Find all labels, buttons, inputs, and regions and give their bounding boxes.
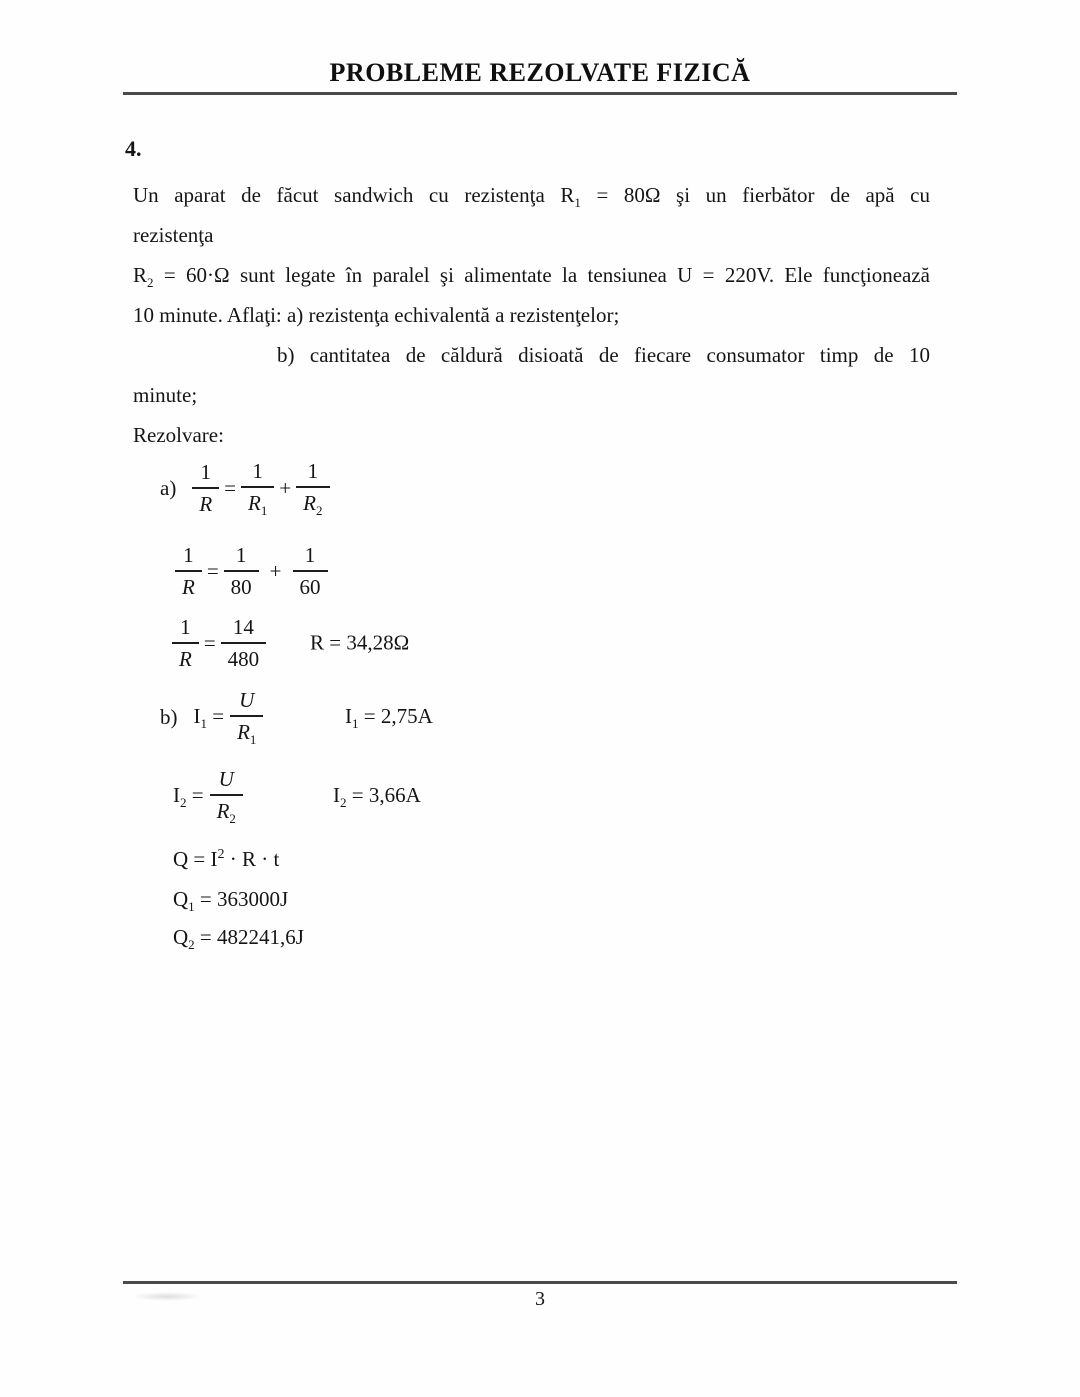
equation-row-b xyxy=(160,688,930,746)
equals-sign: = xyxy=(212,704,225,728)
variable: I xyxy=(173,783,180,807)
variable: I xyxy=(333,783,340,807)
solution-label: Rezolvare: xyxy=(133,423,224,447)
plus-sign: + xyxy=(269,558,282,583)
fraction-denominator: R xyxy=(175,570,202,599)
equals-sign: = xyxy=(203,630,216,655)
fraction-numerator: U xyxy=(218,767,234,791)
page-number: 3 xyxy=(535,1288,545,1310)
variable: I xyxy=(345,704,352,728)
result-value: = 482241,6J xyxy=(194,925,304,949)
variable: Q xyxy=(173,887,189,911)
result-q2 xyxy=(173,923,304,951)
formula-pre: Q = I xyxy=(173,847,218,871)
statement-line-b: b) cantitatea de căldură disioată de fiecare consumator timp de 10 xyxy=(277,343,930,367)
statement-text: Un aparat de făcut sandwich cu rezistenţa R xyxy=(133,183,575,207)
fraction xyxy=(296,459,329,517)
fraction-numerator: 1 xyxy=(307,459,319,483)
equals-sign: = xyxy=(206,558,219,583)
statement-line xyxy=(133,255,930,295)
statement-text: R xyxy=(133,263,148,287)
equation-lhs xyxy=(173,783,204,809)
fraction xyxy=(224,543,259,599)
fraction-numerator: 1 xyxy=(183,543,194,567)
formula-post: · R · t xyxy=(224,847,280,871)
result-r-equivalent: R = 34,28Ω xyxy=(310,630,410,655)
subscript: 1 xyxy=(260,503,268,518)
fraction xyxy=(293,543,328,599)
subscript: 2 xyxy=(188,937,195,952)
subscript: 2 xyxy=(340,795,347,810)
equation-lhs xyxy=(194,704,225,730)
statement-line: 10 minute. Aflaţi: a) rezistenţa echivalentă a rezistenţelor; xyxy=(133,303,620,327)
problem-number: 4. xyxy=(125,136,142,161)
equation-label: b) xyxy=(160,704,178,729)
subscript: 2 xyxy=(147,275,154,290)
result-value: = 363000J xyxy=(194,887,289,911)
equation-row-i2 xyxy=(173,767,930,825)
superscript: 2 xyxy=(217,847,225,862)
subscript: 1 xyxy=(574,195,581,210)
subscript: 2 xyxy=(180,795,187,810)
statement-line: rezistenţa xyxy=(133,223,214,247)
fraction xyxy=(230,688,263,746)
fraction-denominator: R xyxy=(172,642,199,671)
fraction-denominator: 80 xyxy=(224,570,259,599)
page-header xyxy=(0,0,1080,95)
plus-sign: + xyxy=(279,475,292,500)
statement-line: minute; xyxy=(133,383,198,407)
variable: R xyxy=(216,799,230,823)
variable: R xyxy=(237,720,250,744)
equals-sign: = xyxy=(191,783,204,807)
fraction-numerator: 1 xyxy=(252,459,263,483)
subscript: 2 xyxy=(316,503,323,518)
statement-text: = 60·Ω sunt legate în paralel şi alimentate la tensiunea U = 220V. Ele funcţionează xyxy=(153,263,930,287)
fraction-denominator: R xyxy=(192,487,219,516)
formula-text xyxy=(173,845,279,873)
problem-body xyxy=(133,175,930,951)
page-title: PROBLEME REZOLVATE FIZICĂ xyxy=(329,58,751,87)
fraction-denominator xyxy=(241,486,274,517)
equation-row-q2 xyxy=(173,923,930,951)
variable: Q xyxy=(173,925,189,949)
equals-sign: = xyxy=(224,475,236,500)
result-i2 xyxy=(333,783,421,809)
variable: R xyxy=(303,491,316,515)
fraction xyxy=(172,615,199,671)
fraction xyxy=(241,459,274,517)
fraction xyxy=(175,543,202,599)
fraction-numerator: 1 xyxy=(304,543,316,567)
equation-row-a xyxy=(160,459,930,517)
equation-row-numeric xyxy=(175,543,930,599)
fraction-numerator: 1 xyxy=(200,460,211,484)
fraction xyxy=(192,460,219,516)
fraction xyxy=(210,767,243,825)
subscript: 2 xyxy=(229,811,236,826)
subscript: 1 xyxy=(249,732,257,747)
fraction-denominator xyxy=(230,715,263,746)
fraction-denominator xyxy=(210,794,243,825)
equation-label: a) xyxy=(160,475,177,500)
result-i1 xyxy=(345,704,433,730)
fraction xyxy=(221,615,267,671)
fraction-numerator: 1 xyxy=(235,543,247,567)
variable: I xyxy=(193,704,201,728)
fraction-numerator: U xyxy=(239,688,255,712)
result-value: = 2,75A xyxy=(358,704,433,728)
subscript: 1 xyxy=(200,716,207,731)
subscript: 1 xyxy=(352,716,359,731)
equation-row-q1 xyxy=(173,885,930,913)
header-rule xyxy=(123,92,957,95)
footer-rule xyxy=(123,1281,957,1284)
result-value: = 3,66A xyxy=(346,783,421,807)
fraction-numerator: 14 xyxy=(232,615,254,639)
equation-row-q xyxy=(173,845,930,873)
statement-line xyxy=(133,175,930,215)
equation-row-r xyxy=(172,615,930,671)
fraction-denominator xyxy=(296,486,329,517)
subscript: 1 xyxy=(188,899,195,914)
result-q1 xyxy=(173,885,288,913)
variable: R xyxy=(248,491,261,515)
fraction-numerator: 1 xyxy=(180,615,191,639)
statement-text: = 80Ω şi un fierbător de apă cu xyxy=(580,183,931,207)
fraction-denominator: 60 xyxy=(293,570,328,599)
fraction-denominator: 480 xyxy=(221,642,267,671)
